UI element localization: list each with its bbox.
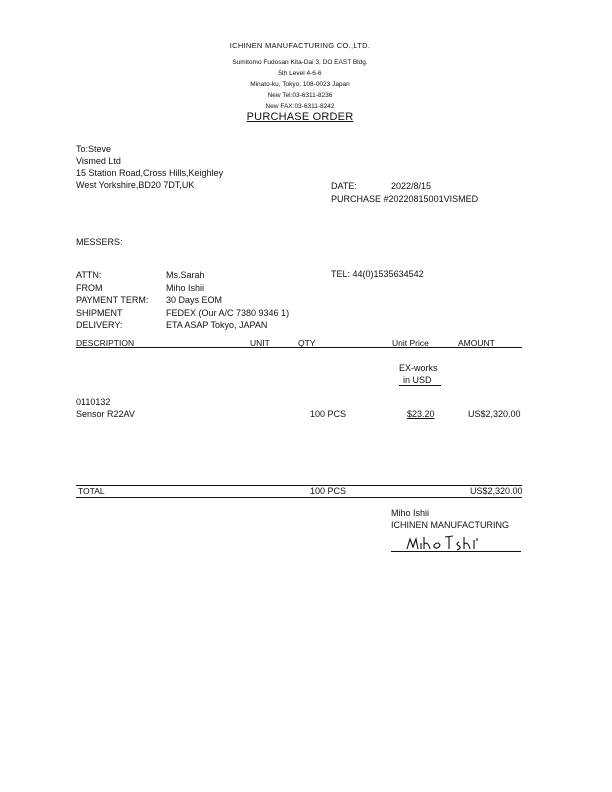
price-note-line2: in USD — [403, 375, 432, 385]
price-note-rule — [399, 385, 441, 386]
total-rule-top — [76, 485, 522, 486]
delivery-value: ETA ASAP Tokyo, JAPAN — [166, 320, 268, 330]
po-label: PURCHASE # — [331, 194, 389, 204]
company-name: ICHINEN MANUFACTURING CO.,LTD. — [229, 41, 371, 50]
company-fax: New FAX:03-6311-8242 — [265, 103, 335, 110]
price-note — [399, 362, 438, 386]
total-rule-bottom — [76, 497, 522, 498]
attn-label: ATTN: — [76, 270, 102, 280]
item-qty: 100 PCS — [310, 409, 347, 419]
item-amount: US$2,320.00 — [468, 409, 521, 419]
recipient-to: To:Steve — [76, 144, 112, 154]
total-label: TOTAL — [78, 486, 105, 496]
signatory-company: ICHINEN MANUFACTURING — [391, 520, 510, 530]
price-note-line1: EX-works — [399, 363, 438, 373]
company-address-line3: Minato-ku, Tokyo, 108-0023 Japan — [250, 81, 350, 88]
payment-term-label: PAYMENT TERM: — [76, 295, 149, 305]
header-description: DESCRIPTION — [76, 338, 135, 348]
signatory-name: Miho Ishii — [391, 508, 430, 518]
shipment-value: FEDEX (Our A/C 7380 9346 1) — [166, 307, 290, 318]
recipient-street: 15 Station Road,Cross Hills,Keighley — [76, 168, 224, 178]
tel-label: TEL: — [331, 269, 351, 279]
document-title: PURCHASE ORDER — [246, 111, 354, 123]
signature-rule — [391, 551, 521, 552]
table-header-rule — [76, 347, 522, 348]
shipment-label: SHIPMENT — [76, 307, 123, 318]
total-qty: 100 PCS — [310, 486, 347, 496]
company-header — [200, 40, 400, 112]
handwritten-signature — [405, 533, 495, 553]
company-address-line1: Sumitomo Fudosan Kita-Dai 3, DO EAST Bldg. — [232, 59, 368, 66]
item-unit-price: $23.20 — [407, 409, 435, 419]
messers-label: MESSERS: — [76, 237, 123, 247]
recipient-company: Vismed Ltd — [76, 156, 121, 166]
header-amount: AMOUNT — [458, 338, 495, 348]
header-unit: UNIT — [250, 338, 270, 348]
header-unit-price: Unit Price — [392, 338, 429, 348]
info-values — [166, 269, 289, 332]
attn-value: Ms.Sarah — [166, 270, 205, 280]
item-description: Sensor R22AV — [76, 409, 135, 419]
date-row — [331, 180, 478, 193]
header-qty: QTY — [298, 338, 316, 348]
from-label: FROM — [76, 282, 103, 293]
total-amount: US$2,320.00 — [470, 486, 523, 496]
po-row — [331, 193, 478, 206]
tel-row — [331, 269, 424, 279]
company-address-line2: 5th Level 4-6-6 — [278, 70, 322, 77]
order-meta — [331, 180, 478, 206]
from-value: Miho Ishii — [166, 282, 205, 293]
item-code: 0110132 — [76, 397, 111, 407]
date-value: 2022/8/15 — [391, 181, 432, 191]
delivery-label: DELIVERY: — [76, 320, 123, 330]
date-label: DATE: — [331, 181, 357, 191]
recipient-region: West Yorkshire,BD20 7DT,UK — [76, 180, 195, 190]
company-tel: New Tel:03-6311-8236 — [267, 92, 333, 99]
po-value: 20220815001VISMED — [388, 194, 479, 204]
recipient-block — [76, 143, 223, 191]
info-labels — [76, 269, 148, 332]
payment-term-value: 30 Days EOM — [166, 295, 223, 305]
tel-value: 44(0)1535634542 — [352, 269, 424, 279]
